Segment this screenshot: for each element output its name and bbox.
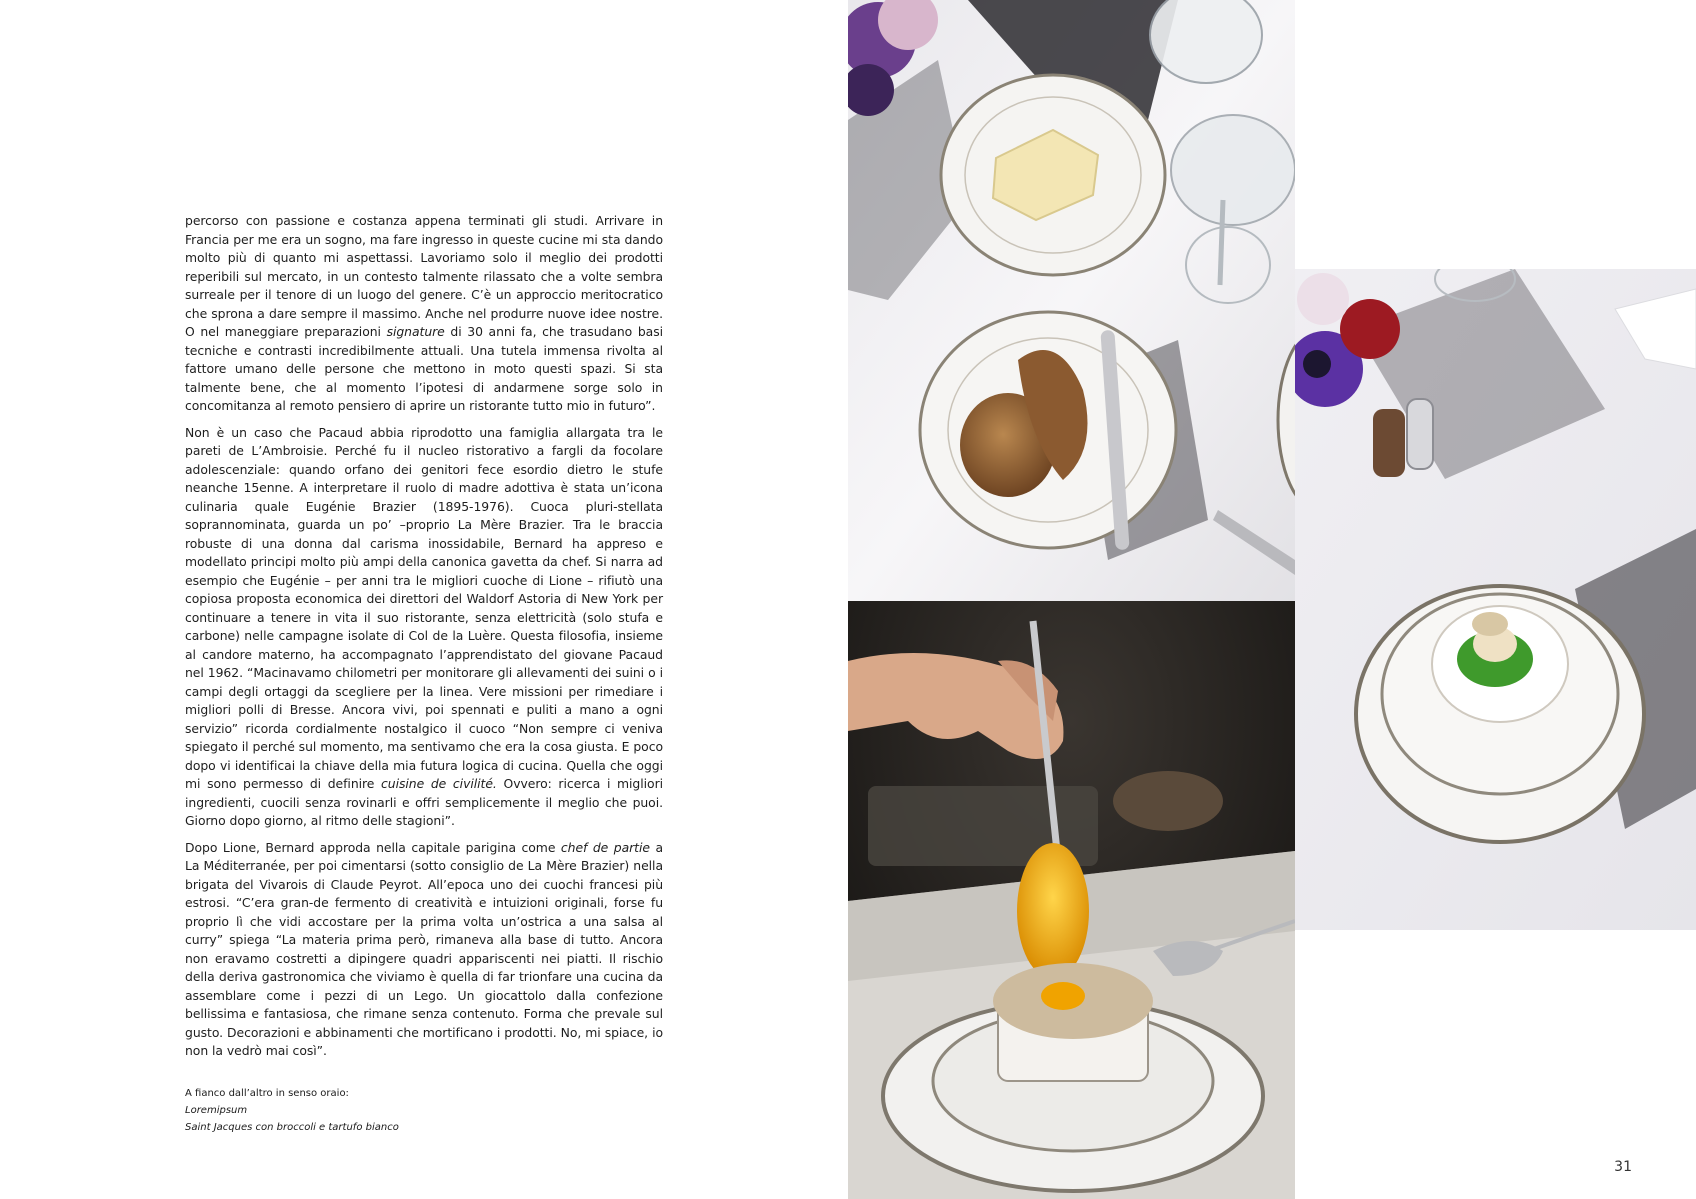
paragraph-2-segment: cuisine de civilité. xyxy=(381,776,497,791)
caption-line-2: Saint Jacques con broccoli e tartufo bianco xyxy=(185,1122,399,1133)
bread-plate-photo xyxy=(848,0,1295,601)
paragraph-1-segment: signature xyxy=(386,324,445,339)
page-number: 31 xyxy=(1614,1159,1632,1175)
caption-intro: A fianco dall’altro in senso oraio: xyxy=(185,1088,349,1099)
paragraph-3 xyxy=(185,839,663,1061)
paragraph-3-segment: chef de partie xyxy=(560,839,650,855)
paragraph-2-segment: Ovvero: ricerca i migliori ingredienti, cuocili senza rovinarli e offri semplicemente il meglio che puoi. Giorno dopo giorno, al ritmo delle stagioni”. xyxy=(185,776,663,828)
paragraph-1 xyxy=(185,212,663,416)
paragraph-1-segment: percorso con passione e costanza appena terminati gli studi. Arrivare in Francia per me era un sogno, ma fare ingresso in queste cucine mi sta dando molto più di quanto mi aspettassi. Lavoriamo solo il meglio dei prodotti reperibili sul mercato, in un contesto talmente rilassato che a volte sembra surreale per il tenore di un luogo del genere. C’è un approccio meritocratico che sprona a dare sempre il massimo. Anche nel produrre nuove idee nostre. O nel maneggiare preparazioni xyxy=(185,213,663,339)
scallop-dish-photo xyxy=(1295,269,1696,930)
paragraph-3-segment: a La Méditerranée, per poi cimentarsi (sotto consiglio de La Mère Brazier) nella brigata del Vivarois di Claude Peyrot. All’epoca uno dei cuochi francesi più estrosi. “C’era gran-de fermento di creatività e intuizioni originali, forse fu proprio lì che vidi accostare per la prima volta un’ostrica a una salsa al curry” spiega “La materia prima però, rimaneva alla base di tutto. Ancora non eravamo costretti a dipingere quadri appariscenti nei piatti. Il rischio della deriva gastronomica che viviamo è quella di far trionfare una cucina da assemblare come i pezzi di un Lego. Un giocattolo dalla confezione bellissima e fantasiosa, che rimane senza contenuto. Forma che prevale sul gusto. Decorazioni e abbinamenti che mortificano i prodotti. No, mi spiace, io non la vedrò mai così”. xyxy=(185,839,663,1058)
caption-line-1: Loremipsum xyxy=(185,1105,248,1116)
paragraph-3-segment: Dopo Lione, Bernard approda nella capitale parigina come xyxy=(185,839,561,855)
paragraph-2-segment: Non è un caso che Pacaud abbia riprodotto una famiglia allargata tra le pareti de L’Ambroisie. Perché fu il nucleo ristorativo a fargli da focolare adolescenziale: quando orfano dei genitori fece esordio dietro le stufe neanche 15enne. A interpretare il ruolo di madre adottiva è stata un’icona culinaria quale Eugénie Brazier (1895-1976). Cuoca pluri-stellata soprannominata, guarda un po’ –proprio La Mère Brazier. Tra le braccia robuste di una donna dal carisma inossidabile, Bernard ha appreso e modellato principi molto più ampi della canonica gavetta da chef. Si narra ad esempio che Eugénie – per anni tra le migliori cuoche di Lione – rifiutò una copiosa proposta economica dei direttori del Waldorf Astoria di New York per continuare a tenere in vita il suo ristorante, senza elettricità (solo stufa e carbone) nelle campagne isolate di Col de la Luère. Questa filosofia, insieme al candore materno, ha accompagnato l’apprendistato del giovane Pacaud nel 1962. “Macinavamo chilometri per monitorare gli allevamenti dei suini o i campi degli ortaggi da scegliere per la linea. Vere missioni per rimediare i migliori polli di Bresse. Ancora vivi, poi spennati e puliti a mano a ogni servizio” ricorda cordialmente nostalgico il cuoco “Non sempre ci veniva spiegato il perché sul momento, ma sentivamo che era la cosa giusta. E poco dopo vi identificai la chiave della mia futura logica di cucina. Quella che oggi mi sono permesso di definire xyxy=(185,424,663,791)
souffle-photo xyxy=(848,601,1295,1199)
paragraph-1-segment: di 30 anni fa, che trasudano basi tecniche e contrasti incredibilmente attuali. Una tutela immensa rivolta al fattore umano delle persone che mettono in moto questi spazi. Si sta talmente bene, che al momento l’ipotesi di andarmene sorge solo in concomitanza al remoto pensiero di aprire un ristorante tutto mio in futuro”. xyxy=(185,324,663,413)
article-body xyxy=(185,212,663,1069)
photo-caption xyxy=(185,1085,545,1136)
paragraph-2 xyxy=(185,424,663,831)
